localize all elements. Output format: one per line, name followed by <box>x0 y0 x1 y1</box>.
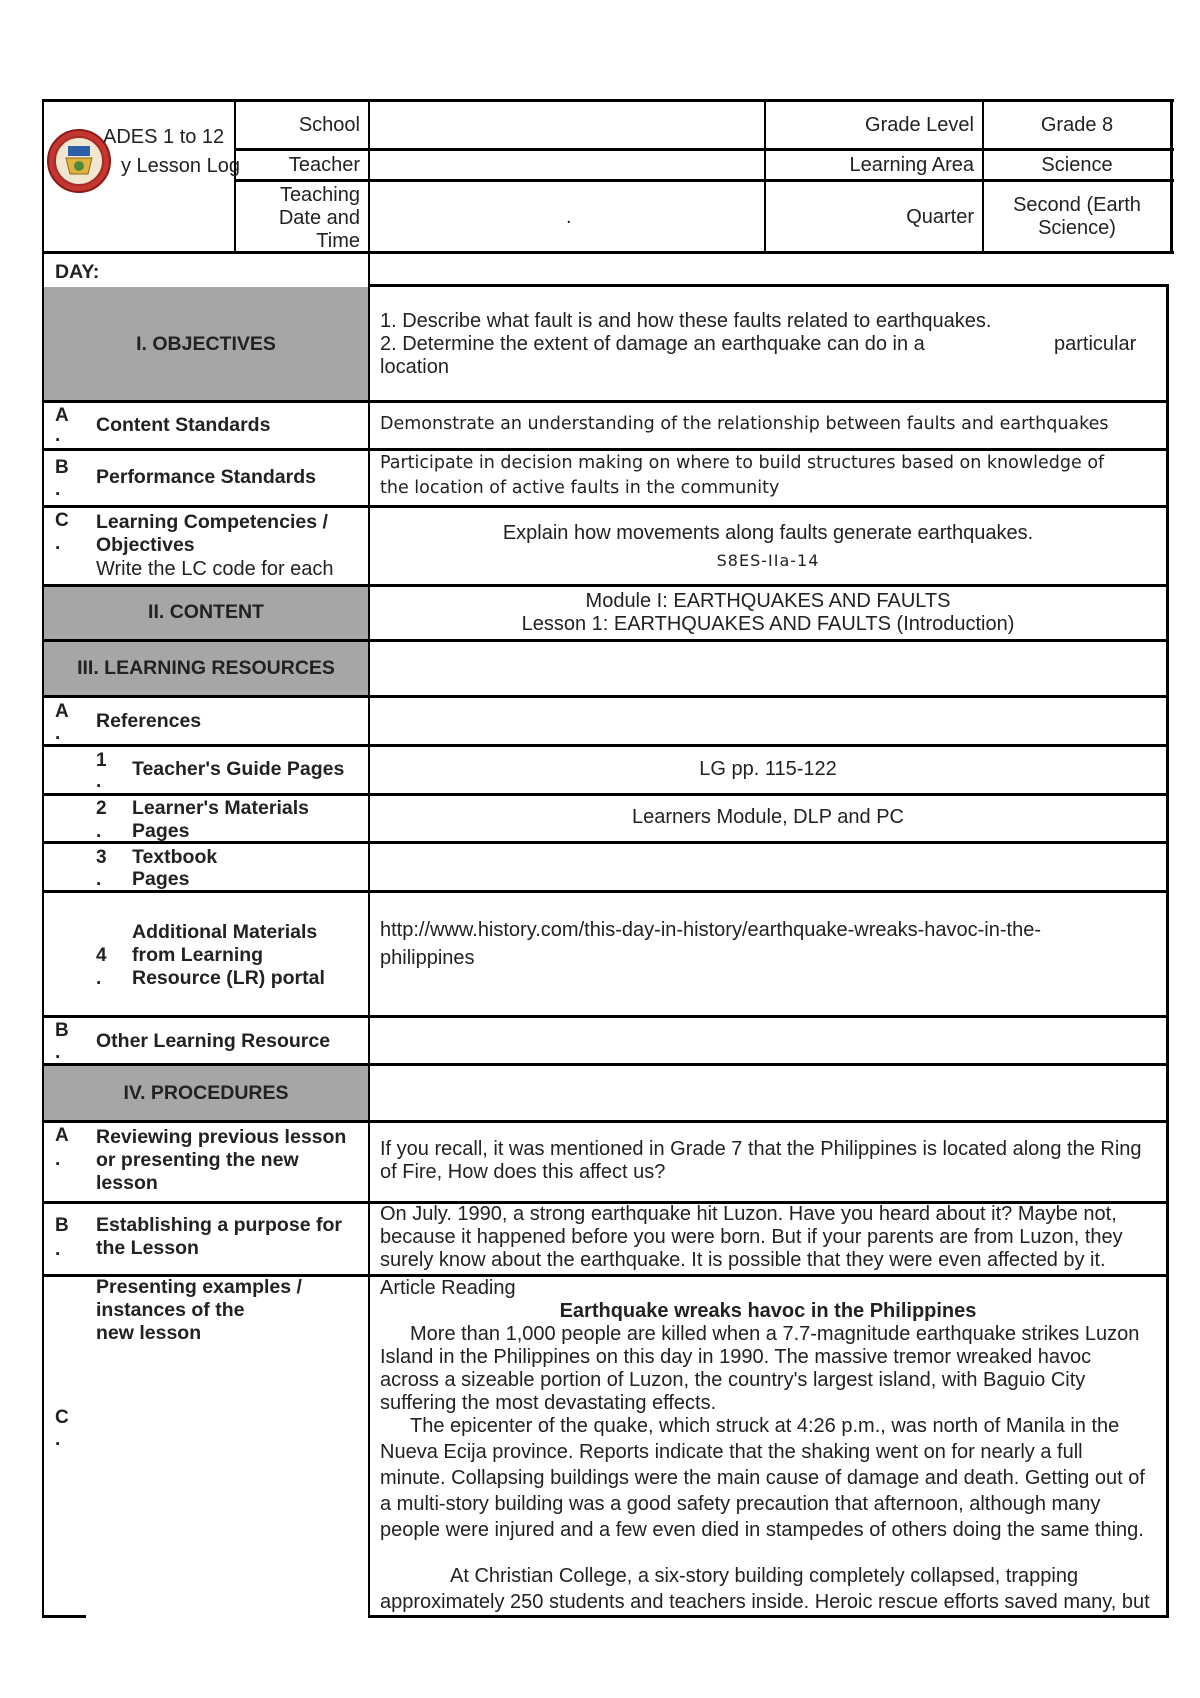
teachers-guide-label: Teacher's Guide Pages <box>132 758 345 780</box>
rule <box>764 99 766 254</box>
content-lesson: Lesson 1: EARTHQUAKES AND FAULTS (Introduction) <box>521 613 1015 635</box>
content-heading: II. CONTENT <box>148 601 264 623</box>
item-dot: . <box>96 968 102 989</box>
procedure-a-text-2: of Fire, How does this affect us? <box>380 1161 666 1183</box>
article-p1-line: suffering the most devastating effects. <box>380 1392 717 1414</box>
article-p2-line: minute. Collapsing buildings were the main cause of damage and death. Getting out of <box>380 1467 1145 1489</box>
article-intro: Article Reading <box>380 1277 516 1299</box>
content-standards-value: Demonstrate an understanding of the relationship between faults and earthquakes <box>380 414 1109 434</box>
item-letter: B <box>55 1215 69 1236</box>
teachers-guide-value: LG pp. 115-122 <box>699 758 837 780</box>
procedure-c-label-3: new lesson <box>96 1322 202 1344</box>
content-module: Module I: EARTHQUAKES AND FAULTS <box>585 590 951 612</box>
textbook-label-1: Textbook <box>132 846 218 868</box>
rule <box>42 1615 86 1618</box>
other-resource-label: Other Learning Resource <box>96 1030 331 1052</box>
learning-area-label: Learning Area <box>849 154 974 176</box>
article-p2-line: The epicenter of the quake, which struck at 4:26 p.m., was north of Manila in the <box>410 1415 1120 1437</box>
item-letter: C <box>55 1407 69 1428</box>
item-dot: . <box>55 479 61 500</box>
competencies-label-1: Learning Competencies / <box>96 511 328 533</box>
procedure-a-label-2: or presenting the new <box>96 1149 299 1171</box>
rule <box>42 890 1169 893</box>
objective-2-cont: location <box>380 356 449 378</box>
form-title-line1: ADES 1 to 12 <box>103 126 225 148</box>
lr-portal-link-cont[interactable]: philippines <box>380 947 475 969</box>
item-number: 3 <box>96 847 107 868</box>
article-p1-line: More than 1,000 people are killed when a 7.7-magnitude earthquake strikes Luzon <box>410 1323 1140 1345</box>
item-dot: . <box>55 723 61 744</box>
form-title-line2: y Lesson Log <box>121 155 240 177</box>
procedure-c-label-1: Presenting examples / <box>96 1276 302 1298</box>
performance-standards-value-2: the location of active faults in the community <box>380 478 780 498</box>
article-p2-line: people were injured and a few even died in stampedes of others doing the same thing. <box>380 1519 1144 1541</box>
learning-area-value: Science <box>1041 154 1113 176</box>
rule <box>42 448 1169 451</box>
rule <box>42 400 1169 403</box>
procedure-a-text-1: If you recall, it was mentioned in Grade 7 that the Philippines is located along the Ring <box>380 1138 1142 1160</box>
resources-heading: III. LEARNING RESOURCES <box>77 657 335 679</box>
item-letter: A <box>55 405 69 426</box>
lr-portal-link[interactable]: http://www.history.com/this-day-in-history/earthquake-wreaks-havoc-in-the- <box>380 919 1041 941</box>
item-letter: A <box>55 1125 69 1146</box>
competencies-label-2: Objectives <box>96 534 195 556</box>
rule <box>234 179 1174 182</box>
rule <box>42 841 1169 844</box>
item-dot: . <box>55 533 61 554</box>
objective-1: 1. Describe what fault is and how these faults related to earthquakes. <box>380 310 992 332</box>
objective-2-end: particular <box>1054 333 1137 355</box>
teacher-label: Teacher <box>288 154 360 176</box>
grade-level-label: Grade Level <box>865 114 974 136</box>
item-letter: B <box>55 1020 69 1041</box>
procedure-a-label-3: lesson <box>96 1172 158 1194</box>
rule <box>42 744 1169 747</box>
item-dot: . <box>96 821 102 842</box>
article-p2-line: Nueva Ecija province. Reports indicate that the shaking went on for nearly a full <box>380 1441 1083 1463</box>
performance-standards-value-1: Participate in decision making on where to build structures based on knowledge of <box>380 453 1105 473</box>
item-dot: . <box>55 1042 61 1063</box>
day-label: DAY: <box>55 261 100 283</box>
item-dot: . <box>55 1239 61 1260</box>
item-number: 1 <box>96 750 107 771</box>
rule <box>368 254 370 1618</box>
item-letter: A <box>55 701 69 722</box>
quarter-label: Quarter <box>906 206 974 228</box>
item-dot: . <box>55 1149 61 1170</box>
textbook-label-2: Pages <box>132 868 190 890</box>
competency-code: S8ES-IIa-14 <box>716 551 820 570</box>
competencies-label-3: Write the LC code for each <box>96 558 334 580</box>
rule <box>42 793 1169 796</box>
rule <box>368 284 1169 287</box>
article-p2-line: a multi-story building was a good safety precaution that afternoon, although many <box>380 1493 1101 1515</box>
learners-materials-label-2: Pages <box>132 820 190 842</box>
rule <box>368 1615 1169 1618</box>
item-dot: . <box>96 869 102 890</box>
rule <box>42 251 1174 254</box>
additional-materials-label-1: Additional Materials <box>132 921 318 943</box>
item-letter: B <box>55 457 69 478</box>
quarter-value-1: Second (Earth <box>1013 194 1141 216</box>
additional-materials-label-3: Resource (LR) portal <box>132 967 325 989</box>
procedure-b-text-3: surely know about the earthquake. It is possible that they were even affected by it. <box>380 1249 1106 1271</box>
procedure-c-label-2: instances of the <box>96 1299 245 1321</box>
objective-2: 2. Determine the extent of damage an earthquake can do in a <box>380 333 925 355</box>
rule <box>234 148 1174 151</box>
article-p3-line: At Christian College, a six-story building completely collapsed, trapping <box>450 1565 1079 1587</box>
item-number: 4 <box>96 945 107 966</box>
quarter-value-2: Science) <box>1038 217 1116 239</box>
item-number: 2 <box>96 798 107 819</box>
article-p1-line: across a sizeable portion of Luzon, the country's largest island, with Baguio City <box>380 1369 1086 1391</box>
objectives-heading: I. OBJECTIVES <box>136 333 276 355</box>
rule <box>42 99 1174 102</box>
article-title: Earthquake wreaks havoc in the Philippines <box>559 1300 977 1322</box>
teaching-date-label-2: Date and <box>278 207 360 229</box>
item-letter: C <box>55 510 69 531</box>
references-label: References <box>96 710 202 732</box>
item-dot: . <box>96 771 102 792</box>
rule <box>42 695 1169 698</box>
learners-materials-label-1: Learner's Materials <box>132 797 309 819</box>
school-label: School <box>298 114 360 136</box>
procedure-b-label-1: Establishing a purpose for <box>96 1214 342 1236</box>
article-p3-line: approximately 250 students and teachers inside. Heroic rescue efforts saved many, but <box>380 1591 1150 1613</box>
rule <box>368 99 370 254</box>
competency-value: Explain how movements along faults generate earthquakes. <box>502 522 1034 544</box>
teaching-date-label-1: Teaching <box>279 184 360 206</box>
procedure-a-label-1: Reviewing previous lesson <box>96 1126 347 1148</box>
rule <box>1166 284 1169 1618</box>
article-p1-line: Island in the Philippines on this day in 1990. The massive tremor wreaked havoc <box>380 1346 1092 1368</box>
rule <box>42 1120 1169 1123</box>
teaching-date-label-3: Time <box>316 230 360 252</box>
performance-standards-label: Performance Standards <box>96 466 316 488</box>
content-standards-label: Content Standards <box>96 414 271 436</box>
item-dot: . <box>55 425 61 446</box>
rule <box>1170 99 1173 254</box>
procedure-b-text-2: because it happened before you were born. But if your parents are from Luzon, they <box>380 1226 1123 1248</box>
rule <box>42 505 1169 508</box>
procedure-b-label-2: the Lesson <box>96 1237 199 1259</box>
teaching-date-value[interactable]: . <box>566 206 572 228</box>
rule <box>42 1015 1169 1018</box>
procedures-heading: IV. PROCEDURES <box>123 1082 289 1104</box>
additional-materials-label-2: from Learning <box>132 944 264 966</box>
learners-materials-value: Learners Module, DLP and PC <box>631 806 904 828</box>
grade-level-value: Grade 8 <box>1040 114 1114 136</box>
item-dot: . <box>55 1429 61 1450</box>
procedure-b-text-1: On July. 1990, a strong earthquake hit Luzon. Have you heard about it? Maybe not, <box>380 1203 1117 1225</box>
